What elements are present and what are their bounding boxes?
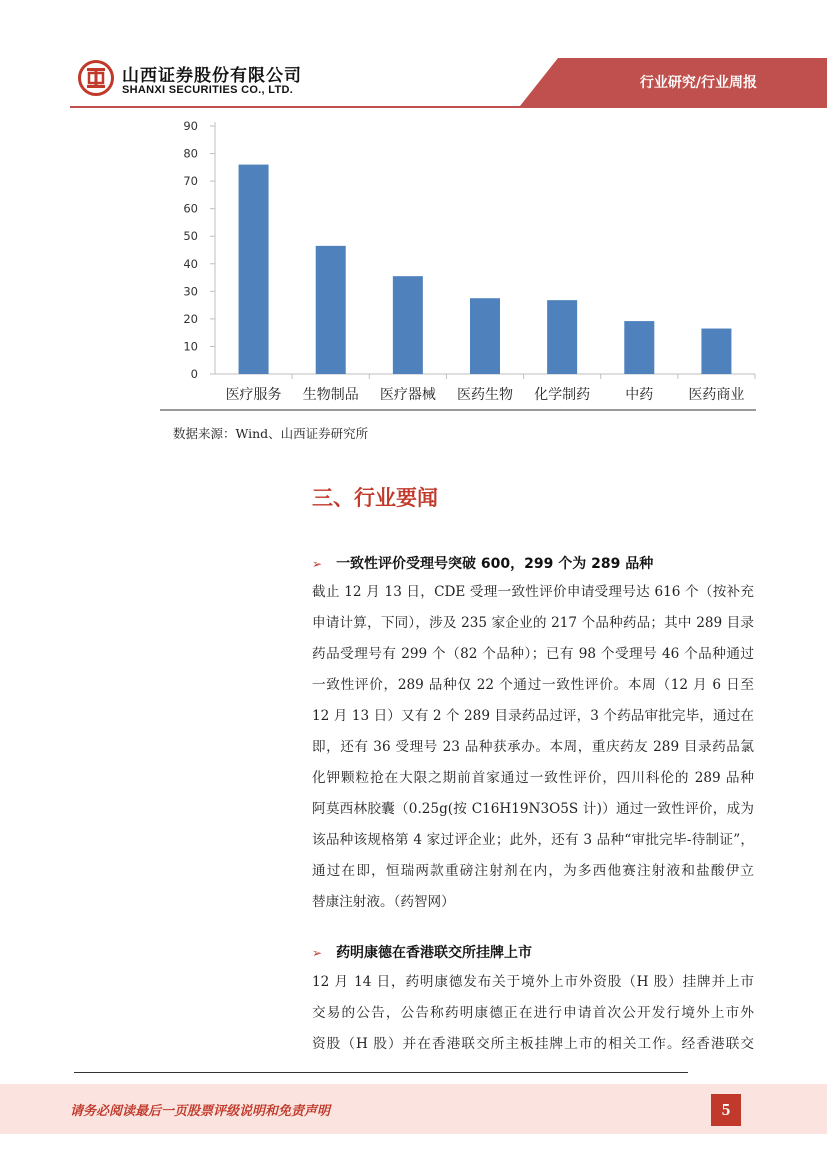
paragraph-line: 12 月 13 日）又有 2 个 289 目录药品过评，3 个药品审批完毕，通过在 xyxy=(312,708,754,724)
y-tick-label: 50 xyxy=(183,229,198,244)
paragraph-line: 12 月 14 日，药明康德发布关于境外上市外资股（H 股）挂牌并上市 xyxy=(312,974,754,990)
header-divider xyxy=(70,106,827,108)
x-tick-label: 医疗服务 xyxy=(225,387,282,403)
company-name-cn: 山西证券股份有限公司 xyxy=(122,66,302,86)
page-number: 5 xyxy=(711,1094,741,1126)
bar xyxy=(624,321,654,374)
arrow-bullet-icon: ➢ xyxy=(312,946,323,960)
y-tick-label: 30 xyxy=(183,284,198,299)
bar xyxy=(239,165,269,374)
paragraph-line: 一致性评价，289 品种仅 22 个通过一致性评价。本周（12 月 6 日至 xyxy=(312,677,754,693)
y-tick-label: 70 xyxy=(183,174,198,189)
report-type-label: 行业研究/行业周报 xyxy=(639,75,757,91)
x-tick-label: 化学制药 xyxy=(534,387,591,403)
bar xyxy=(470,298,500,374)
y-tick-label: 40 xyxy=(183,256,198,271)
paragraph-line: 即，还有 36 受理号 23 品种获承办。本周，重庆药友 289 目录药品氯 xyxy=(312,739,754,755)
chart-source: 数据来源：Wind、山西证券研究所 xyxy=(173,426,369,441)
x-tick-label: 生物制品 xyxy=(302,387,359,403)
bar xyxy=(393,276,423,374)
y-tick-label: 80 xyxy=(183,146,198,161)
disclaimer-note: 请务必阅读最后一页股票评级说明和免责声明 xyxy=(70,1104,331,1119)
page-header xyxy=(0,0,827,110)
sector-bar-chart xyxy=(160,112,760,412)
y-tick-label: 10 xyxy=(183,339,198,354)
x-tick-label: 医药生物 xyxy=(457,387,513,403)
section-title: 三、行业要闻 xyxy=(312,486,438,510)
bar xyxy=(316,246,346,374)
news-body-1 xyxy=(312,577,754,918)
bar xyxy=(701,329,731,374)
x-tick-label: 医药商业 xyxy=(688,387,745,403)
paragraph-line: 申请计算，下同），涉及 235 家企业的 217 个品种药品；其中 289 目录 xyxy=(312,615,754,631)
footer-divider xyxy=(74,1072,688,1073)
news-body-2 xyxy=(312,967,754,1060)
y-tick-label: 0 xyxy=(190,367,198,381)
news-title-1 xyxy=(312,553,653,573)
bar xyxy=(547,300,577,374)
x-tick-label: 中药 xyxy=(625,387,654,403)
news-title-text: 一致性评价受理号突破 600，299 个为 289 品种 xyxy=(336,556,654,572)
y-tick-label: 20 xyxy=(183,311,198,326)
company-logo-icon xyxy=(78,60,114,96)
paragraph-line: 化钾颗粒抢在大限之期前首家通过一致性评价，四川科伦的 289 品种 xyxy=(312,770,754,786)
paragraph-line: 交易的公告，公告称药明康德正在进行申请首次公开发行境外上市外 xyxy=(312,1005,754,1021)
paragraph-line: 该品种该规格第 4 家过评企业；此外，还有 3 品种“审批完毕-待制证”， xyxy=(312,832,754,848)
arrow-bullet-icon: ➢ xyxy=(312,557,323,571)
paragraph-line: 截止 12 月 13 日，CDE 受理一致性评价申请受理号达 616 个（按补充 xyxy=(312,584,754,600)
paragraph-line: 资股（H 股）并在香港联交所主板挂牌上市的相关工作。经香港联交 xyxy=(312,1036,754,1052)
paragraph-line: 通过在即，恒瑞两款重磅注射剂在内，为多西他赛注射液和盐酸伊立 xyxy=(312,863,754,879)
x-tick-label: 医疗器械 xyxy=(379,387,436,403)
y-tick-label: 90 xyxy=(183,119,198,133)
y-tick-label: 60 xyxy=(183,201,198,216)
news-title-text: 药明康德在香港联交所挂牌上市 xyxy=(336,945,533,961)
company-name-en: SHANXI SECURITIES CO., LTD. xyxy=(122,84,294,96)
paragraph-line: 替康注射液。（药智网） xyxy=(312,894,455,910)
paragraph-line: 药品受理号有 299 个（82 个品种）；已有 98 个受理号 46 个品种通过 xyxy=(312,646,754,662)
news-title-2 xyxy=(312,942,532,962)
paragraph-line: 阿莫西林胶囊（0.25g(按 C16H19N3O5S 计)）通过一致性评价，成为 xyxy=(312,801,754,817)
